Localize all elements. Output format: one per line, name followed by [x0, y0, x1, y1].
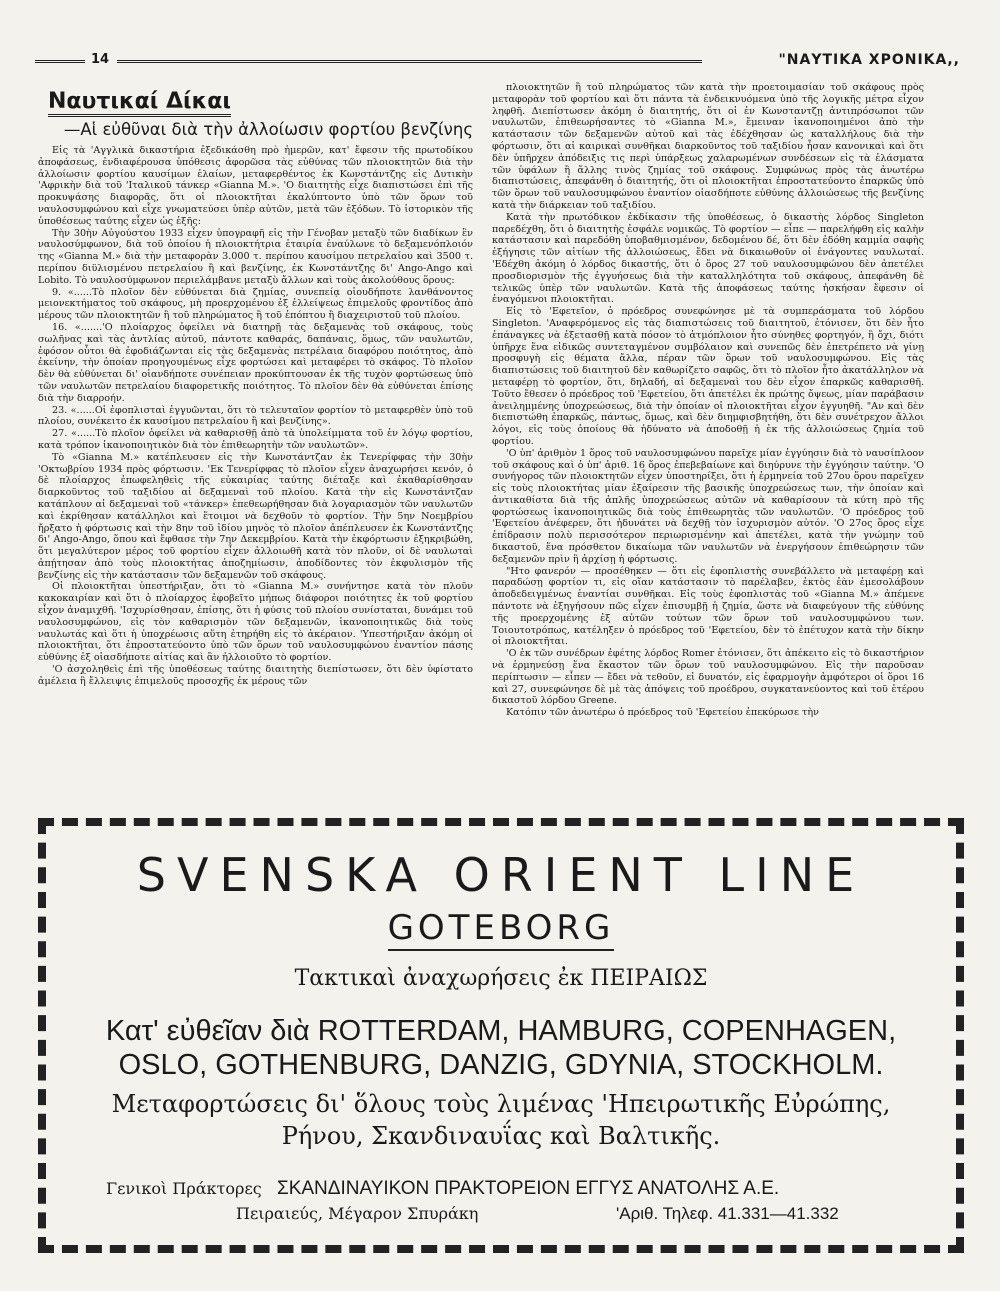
- article-paragraph: πλοιοκτητῶν ἢ τοῦ πληρώματος τῶν κατὰ τὴν προετοιμασίαν τοῦ σκάφους πρὸς μεταφορὰν τοῦ φορτίου καὶ ὅτι πάντα τὰ ἐνδεικνυόμενα ὑπὸ τῆς λογικῆς μέτρα εἶχον ληφθῆ. Διεπίστωσεν ἀκόμη ὁ διαιτητής, ὅτι οἱ ἐν Κωνσταντζῃ ἀντιπρόσωποι τῶν ναυλωτῶν, ἐπιθεωρήσαντες τὸ «Gianna M.», ἔμειναν ἱκανοποιημένοι ἀπὸ τὴν κατάστασιν τῶν δεξαμενῶν αὐτοῦ καὶ τὰς ἐδέχθησαν ὡς καταλλήλους διὰ τὴν φόρτωσιν, ὅτι αἱ καιρικαὶ συνθῆκαι διαρκοῦντος τοῦ ταξιδίου ἦσαν κανονικαὶ καὶ ὅτι δὲν ὑπῆρχεν ἀπόδειξις τις περὶ ὑπάρξεως χαλαρωμένων συνδέσεων εἰς τὰ ἐλάσματα τῶν ὑφάλων ἢ ἄλλης τινὸς ζημίας τοῦ σκάφους. Συμφώνως πρὸς τὰς ἀνωτέρω διαπιστώσεις, ἀπεφάνθη ὁ διαιτητής, ὅτι οἱ πλοιοκτῆται ἐπροστατεύοντο ἐπαρκῶς ὑπὸ τῶν ὅρων τοῦ ναυλοσυμφώνου ἐναντίον οἱασδήποτε εὐθύνης ἀλλοιώσεως τῆς βενζίνης κατὰ τὴν διάρκειαν τοῦ ταξιδίου.: [492, 82, 924, 211]
- article-paragraph: "Ητο φανερόν — προσέθηκεν — ὅτι εἰς ἐφοπλιστὴς συνεβάλλετο νὰ μεταφέρῃ καὶ παραδώσῃ φορτίον τι, εἰς οἵαν κατάστασιν τὸ παρέλαβεν, ἐκτὸς ἐὰν ἐμεσολάβουν ἀποδεδειγμένως ἐναντίαι συνθῆκαι. Εἰς τοὺς ἐφοπλιστὰς τοῦ «Gianna M.» ἀπέμενε πάντοτε νὰ ἐξηγήσουν πῶς εἶχεν ἐπισυμβῇ ἡ ζημία, ὥστε νὰ διαφεύγουν τῆς εὐθύνης τῆς προερχομένης ἐξ αὐτῶν τούτων τῶν ὅρων τοῦ ναυλοσυμφώνου των. Τοιουτοτρόπως, κατέληξεν ὁ πρόεδρος τοῦ 'Εφετείου, δὲν τὸ ἐπέτυχον κατὰ τὴν δίκην οἱ πλοιοκτῆται.: [492, 565, 924, 648]
- article-paragraph: 'Ο ὑπ' ἀριθμὸν 1 ὅρος τοῦ ναυλοσυμφώνου παρεῖχε μίαν ἐγγύησιν διὰ τὸ ναυσίπλοον τοῦ σκάφους καὶ ὁ ὑπ' ἀριθ. 16 ὅρος ἐπεβεβαίωνε καὶ διηύρυνε τὴν ἐγγύησιν ταύτην. 'Ο συνήγορος τῶν πλοιοκτητῶν εἶχεν ὑποστηρίξει, ὅτι ἡ ἑρμηνεία τοῦ 27ου ὅρου παρεῖχεν εἰς τοὺς πλοιοκτήτας μίαν ἐξαίρεσιν τῆς βασικῆς ὑποχρεώσεως των, τὴν ὁποίαν καὶ ἀντικαθίστα διὰ τῆς ἁπλῆς ὑποχρεώσεως αὐτῶν νὰ καθαρίσουν τὰ κύτη πρὸ τῆς φορτώσεως ἱκανοποιητικῶς διὰ τοὺς ἐπιθεωρητὰς τῶν ναυλωτῶν. 'Ο πρόεδρος τοῦ 'Εφετείου ἀνέφερεν, ὅτι ἠδυνάτει νὰ δεχθῇ τὸν ἰσχυρισμὸν αὐτόν. 'Ο 27ος ὅρος εἶχε ἐπίδρασιν πολὺ περισσότερον περιωρισμένην καὶ ἀπετέλει, κατὰ τὴν γνώμην τοῦ δικαστοῦ, ἕνα πρόσθετον δικαίωμα τῶν ναυλωτῶν νὰ ἐνεργήσουν ἐπιθεώρησιν τῶν δεξαμενῶν πρὶν ἢ ἀρχίσῃ ἡ φόρτωσις.: [492, 447, 924, 565]
- article-paragraph: Τὸ «Gianna M.» κατέπλευσεν εἰς τὴν Κωνστάντζαν ἐκ Τενερίφφας τὴν 30ὴν 'Οκτωβρίου 1934 πρὸς φόρτωσιν. 'Εκ Τενερίφφας τὸ πλοῖον εἶχεν ἀναχωρήσει κενόν, ὁ δὲ πλοίαρχος ἐπωφεληθεὶς τῆς εὐκαιρίας ταύτης διέταξε καὶ ἐκαθαρίσθησαν διαρκοῦντος τοῦ ταξιδίου αἱ δεξαμεναὶ τοῦ πλοίου. Κατὰ τὴν εἰς Κωνστάντζαν κατάπλουν αἱ δεξαμεναὶ τοῦ «τάνκερ» ἐπεθεωρήθησαν διὰ λογαριασμὸν τῶν ναυλωτῶν καὶ ἐκρίθησαν κατάλληλοι καὶ ἕτοιμοι νὰ δεχθοῦν τὸ φορτίον. Τὴν 5ην Νοεμβρίου ἤρξατο ἡ φόρτωσις καὶ τὴν 8ην τοῦ ἰδίου μηνὸς τὸ πλοῖον ἀπέπλευσεν ἐκ Κωνστάντζης δι' Ango-Ango, ὅπου καὶ ἔφθασε τὴν 7ην Δεκεμβρίου. Κατὰ τὴν ἐκφόρτωσιν ἐξηκριβώθη, ὅτι μεγαλύτερον μέρος τοῦ φορτίου εἶχεν ἀλλοιωθῆ κατὰ τὸν πλοῦν, οἱ δὲ ναυλωταὶ ἀπῄτησαν ἀπὸ τοὺς πλοιοκτήτας ἀποζημίωσιν, ἀποδίδοντες τὸν ἐκφυλισμὸν τῆς βενζίνης εἰς τὴν κατάστασιν τῶν δεξαμενῶν τοῦ σκάφους.: [38, 451, 473, 581]
- article-paragraph: 27. «......Τὸ πλοῖον ὀφείλει νὰ καθαρισθῇ ἀπὸ τὰ ὑπολείμματα τοῦ ἐν λόγῳ φορτίου, κατὰ τρόπον ἱκανοποιητικὸν διὰ τὸν ἐπιθεωρητὴν τῶν ναυλωτῶν».: [38, 428, 473, 451]
- advertisement-box: [38, 818, 964, 1253]
- article-paragraph: 'Ο ἐκ τῶν συνέδρων ἐφέτης λόρδος Romer ἐτόνισεν, ὅτι ἀπέκειτο εἰς τὸ δικαστήριον νὰ ἑρμηνεύσῃ ἕνα ἕκαστον τῶν ὅρων τοῦ ναυλοσυμφώνου. Εἰς τὴν παροῦσαν περίπτωσιν — εἶπεν — ἔδει νὰ τεθοῦν, εἰ δυνατόν, εἰς ἐφαρμογὴν ἀμφότεροι οἱ ὅροι 16 καὶ 27, συνεφώνησε δὲ μὲ τὰς ἀπόψεις τοῦ προέδρου, συγκατανεύοντος καὶ τοῦ ἑτέρου δικαστοῦ λόρδου Greene.: [492, 648, 924, 707]
- article-paragraph: 23. «......Οἱ ἐφοπλισταὶ ἐγγυῶνται, ὅτι τὸ τελευταῖον φορτίον τὸ μεταφερθὲν ὑπὸ τοῦ πλοίου, συνέκειτο ἐκ καυσίμου πετρελαίου ἢ καὶ βενζίνης».: [38, 404, 473, 428]
- ad-city: GOTEBORG: [46, 908, 956, 948]
- article-paragraph: Εἰς τὸ 'Εφετεῖον, ὁ πρόεδρος συνεφώνησε μὲ τὰ συμπεράσματα τοῦ λόρδου Singleton. 'Αναφερόμενος εἰς τὰς διαπιστώσεις τοῦ διαιτητοῦ, ἐτόνισεν, ὅτι δὲν ἦτο ἐπάναγκες νὰ ἐξετασθῇ κατὰ πόσον τὸ ἀτμόπλοιον ἦτο σύνηθες φορτηγόν, ἢ ὄχι, διότι ὑπῆρχε ἕνα εἰδικῶς συντεταγμένον συμβόλαιον καὶ συνεπῶς δὲν ἐπετρέπετο νὰ γίνῃ προσφυγὴ εἰς θέματα ἄλλα, πέραν τῶν ὅρων τοῦ ναυλοσυμφώνου. Εἰς τὰς διαπιστώσεις τοῦ διαιτητοῦ δὲν καθωρίζετο σαφῶς, ὅτι τὸ πλοῖον ἦτο ἀκατάλληλον νὰ μεταφέρῃ τὸ φορτίον, ὅτι, δηλαδή, αἱ δεξαμεναὶ του δὲν εἶχον ἐπαρκῶς καθαρισθῆ. Τοῦτο ἔθεσεν ὁ πρόεδρος τοῦ 'Εφετείου, ὅτι ἀπετέλει ἐκ πρώτης ὄψεως, μίαν παράβασιν ἀνειλημμένης ὑποχρεώσεως, διὰ τὴν ὁποίαν οἱ πλοιοκτῆται εἶχον ἐγγυηθῆ. "Αν καὶ δὲν διεπιστώθη ἐπαρκῶς, πάντως, ὅμως, καὶ δὲν διημφισβητήθη, ὅτι δὲν συνέτρεχον ἄλλοι λόγοι, εἰς τοὺς ὁποίους θὰ ἠδύνατο νὰ ἀποδοθῇ ἡ ἐκ τῆς ἀλλοιώσεως ζημία τοῦ φορτίου.: [492, 306, 924, 447]
- ad-ports: [86, 1014, 916, 1082]
- ad-transshipments: [46, 1088, 956, 1152]
- page-header: [35, 52, 960, 70]
- article-right-column: [492, 82, 924, 719]
- article-paragraph: Οἱ πλοιοκτῆται ὑπεστήριξαν, ὅτι τὸ «Gianna M.» συνήντησε κατὰ τὸν πλοῦν κακοκαιρίαν καὶ ὅτι ὁ πλοίαρχος ἐφοβεῖτο μήπως διάφοροι ποιότητες ἐκ τοῦ φορτίου εἶχον ἀναμιχθῆ. 'Ισχυρίσθησαν, ἐπίσης, ὅτι ἡ φύσις τοῦ πλοίου συνίσταται, δυνάμει τοῦ ναυλοσυμφώνου, εἰς τὸν καθαρισμὸν τῶν δεξαμενῶν, ἱκανοποιητικῶς διὰ τοὺς ναυλωτάς καὶ ὅτι ἡ ὑποχρέωσις αὕτη ἐτηρήθη εἰς τὸ ἀκέραιον. 'Υπεστήριξαν ἀκόμη οἱ πλοιοκτῆται, ὅτι ἐπροστατεύοντο ὑπὸ τῶν ὅρων τοῦ ναυλοσυμφώνου ἐναντίον πάσης εὐθύνης ἐξ οἱασδήποτε αἰτίας καὶ ἂν ἠλλοιοῦτο τὸ φορτίον.: [38, 581, 473, 664]
- article-paragraph: 9. «......Τὸ πλοῖον δὲν εὐθύνεται διὰ ζημίας, συνεπείᾳ οἱουδήποτε λανθάνοντος μειονεκτήματος τοῦ σκάφους, μὴ προερχομένου ἐξ ἐλλείψεως ἐπιμελοῦς φροντίδος ἀπὸ μέρους τῶν πλοιοκτητῶν ἢ τοῦ πληρώματος ἢ τοῦ ἐπόπτου ἢ διαχειριστοῦ τοῦ πλοίου.: [38, 286, 473, 322]
- ad-agents-label: Γενικοὶ Πράκτορες: [106, 1179, 262, 1198]
- ad-agents-name: ΣΚΑΝΔΙΝΑΥΙΚΟΝ ΠΡΑΚΤΟΡΕΙΟΝ ΕΓΓΥΣ ΑΝΑΤΟΛΗΣ Α.Ε.: [276, 1178, 780, 1199]
- article-paragraph: Εἰς τὰ 'Αγγλικὰ δικαστήρια ἐξεδικάσθη πρὸ ἡμερῶν, κατ' ἔφεσιν τῆς πρωτοδίκου ἀποφάσεως, ἐνδιαφέρουσα ὑπόθεσις ἀφορῶσα τὰς εὐθύνας τῶν πλοιοκτητῶν διὰ τὴν ἀλλοίωσιν φορτίου καυσίμων ἐλαίων, μεταφερθέντος ἐκ Κωνστάντζης εἰς Δυτικὴν 'Αφρικὴν διὰ τοῦ 'Ιταλικοῦ τάνκερ «Gianna M.». 'Ο διαιτητὴς εἶχε διαπιστώσει ἐπὶ τῆς προκυψάσης διαφορᾶς, ὅτι οἱ πλοιοκτῆται ἐκαλύπτοντο ὑπὸ τῶν ὅρων τοῦ ναυλοσυμφώνου καὶ εἶχε γνωματεύσει ὑπὲρ αὐτῶν, μετὰ τῶν ἐξόδων. Τὸ ἱστορικὸν τῆς ὑποθέσεως ταύτης εἶχεν ὡς ἑξῆς:: [38, 145, 473, 227]
- article-paragraph: 16. «.......'Ο πλοίαρχος ὀφείλει νὰ διατηρῇ τὰς δεξαμενὰς τοῦ σκάφους, τοὺς σωλῆνας καὶ τὰς ἀντλίας αὐτοῦ, πάντοτε καθαράς, δαπάναις, ὅμως, τῶν ναυλωτῶν, ἐφόσον οὗτοι θὰ ἐφοδιάζωνται εἰς τὰς δεξαμενὰς πετρέλαια διαφόρου ποιότητος, ἀπὸ ἐκείνην, τὴν ὁποίαν προηγουμένως εἶχε φορτώσει καὶ μεταφέρει τὸ σκάφος. Τὸ πλοῖον δὲν θὰ εὐθύνεται δι' οἱανδήποτε συνέπειαν προκύπτουσαν ἐκ τῆς τυχὸν φορτώσεως ὑπὸ τῶν ναυλωτῶν πετρελαίου διαφορετικῆς ποιότητος. Τὸ πλοῖον δὲν θὰ εὐθύνεται ἐπίσης διὰ τὴν διαρροήν.: [38, 321, 473, 404]
- article-paragraph: Κατὰ τὴν πρωτόδικον ἐκδίκασιν τῆς ὑποθέσεως, ὁ δικαστὴς λόρδος Singleton παρεδέχθη, ὅτι ὁ διαιτητὴς ἐσφάλε νομικῶς. Τὸ φορτίον — εἶπε — παρελήφθη εἰς καλὴν κατάστασιν καὶ παρεδόθη ὑποβαθμισμένον, δεδομένου δέ, ὅτι δὲν ἐδόθη καμμία σαφὴς ἐξήγησις τῶν αἰτίων τῆς ἀλλοιώσεως, ἔδει νὰ δικαιωθοῦν οἱ ἐνάγοντες ναυλωταί. 'Εδέχθη ἀκόμη ὁ λόρδος δικαστής, ὅτι ὁ ὅρος 27 τοῦ ναυλοσυμφώνου δὲν ἀπετέλει προσδιορισμὸν τῆς ἐγγυήσεως διὰ τὴν καταλληλότητα τοῦ σκάφους, ἀπεφάνθη δὲ τελικῶς ὑπὲρ τῶν ναυλωτῶν. Κατὰ τῆς ἀποφάσεως ταύτης ἠσκήσαν ἔφεσιν οἱ ἐναγόμενοι πλοιοκτῆται.: [492, 211, 924, 306]
- magazine-title: "ΝΑΥΤΙΚΑ ΧΡΟΝΙΚΑ,,: [778, 52, 960, 68]
- header-rule-middle: [117, 60, 702, 63]
- ad-company-name: SVENSKA ORIENT LINE: [136, 848, 866, 902]
- ad-ports-line: OSLO, GOTHENBURG, DANZIG, GDYNIA, STOCKHOLM.: [118, 1049, 884, 1081]
- header-rule-left: [35, 60, 85, 63]
- ad-transshipments-line: Ρήνου, Σκανδιναυΐας καὶ Βαλτικῆς.: [281, 1122, 721, 1150]
- article-paragraph: Τὴν 30ὴν Αὐγούστου 1933 εἶχεν ὑπογραφῆ εἰς τὴν Γένοβαν μεταξὺ τῶν διαδίκων ἓν ναυλοσύμφωνον, διὰ τοῦ ὁποίου ἡ πλοιοκτήτρια ἑταιρία ἐναύλωνε τὸ δεξαμενόπλοιόν της «Gianna M.» διὰ τὴν μεταφορὰν 3.000 τ. περίπου καυσίμου πετρελαίου καὶ 3500 τ. περίπου διϋλισμένου πετρελαίου ἢ καὶ βενζίνης, ἐκ Κωνστάντζης δι' Ango-Ango καὶ Lobito. Τὸ ναυλοσύμφωνον περιελάμβανε μεταξὺ ἄλλων καὶ τοὺς ἀκολούθους ὅρους:: [38, 227, 473, 286]
- article-title: Ναυτικαί Δίκαι: [48, 89, 473, 114]
- ad-ports-line: Κατ' εὐθεῖαν διὰ ROTTERDAM, HAMBURG, COPENHAGEN,: [105, 1015, 897, 1047]
- ad-address: Πειραιεύς, Μέγαρον Σπυράκη: [236, 1204, 479, 1223]
- article-left-column: [38, 85, 473, 688]
- article-paragraph: Κατόπιν τῶν ἀνωτέρω ὁ πρόεδρος τοῦ 'Εφετείου ἐπεκύρωσε τὴν: [506, 707, 819, 719]
- ad-agents: [106, 1178, 779, 1200]
- page-number: 14: [91, 52, 110, 67]
- ad-transshipments-line: Μεταφορτώσεις δι' ὅλους τοὺς λιμένας 'Ηπειρωτικῆς Εὐρώπης,: [111, 1090, 891, 1118]
- article-subtitle: —Αἱ εὐθῦναι διὰ τὴν ἀλλοίωσιν φορτίου βενζίνης: [63, 120, 473, 139]
- ad-phone: 'Αριθ. Τηλεφ. 41.331—41.332: [616, 1204, 839, 1223]
- ad-departures: Τακτικαὶ ἀναχωρήσεις ἐκ ΠΕΙΡΑΙΩΣ: [294, 966, 708, 991]
- article-paragraph: 'Ο ἀσχοληθεὶς ἐπὶ τῆς ὑποθέσεως ταύτης διαιτητὴς διεπίστωσεν, ὅτι δὲν ὑφίστατο ἀμέλεια ἢ ἔλλειψις ἐπιμελοῦς προσοχῆς ἐκ μέρους τῶν: [38, 664, 473, 687]
